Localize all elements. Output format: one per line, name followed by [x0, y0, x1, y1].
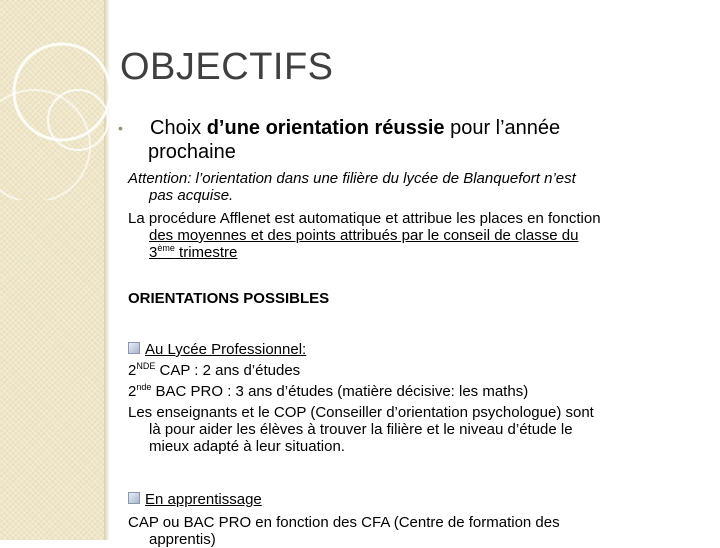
slide-title: OBJECTIFS	[120, 46, 334, 88]
objective-pre: Choix	[150, 117, 207, 139]
lycee-teachers	[128, 404, 708, 455]
decorative-sidebar	[0, 0, 108, 540]
procedure-line2: des moyennes et des points attribués par le conseil de classe du	[149, 227, 579, 244]
bac-num: 2	[128, 383, 137, 400]
attention-note	[128, 170, 708, 204]
checkbox-bullet-icon	[128, 342, 140, 354]
objective-text	[150, 116, 690, 140]
lycee-bac-line	[128, 381, 708, 402]
teachers-line2: là pour aider les élèves à trouver la filière et le niveau d’étude le	[149, 421, 573, 438]
apprentissage-section	[128, 489, 708, 548]
cap-sup: NDE	[136, 361, 156, 371]
objective-post: pour l’année	[444, 117, 561, 139]
cap-num: 2	[128, 362, 137, 379]
bac-rest: BAC PRO : 3 ans d’études (matière décisive: les maths)	[151, 383, 529, 400]
apprentissage-line1: CAP ou BAC PRO en fonction des CFA (Centre de formation des	[128, 514, 560, 531]
objective-bold: d’une orientation réussie	[206, 117, 445, 139]
sidebar-shadow	[104, 0, 110, 540]
procedure-line1: La procédure Afflenet est automatique et attribue les places en fonction	[128, 210, 601, 227]
teachers-line1: Les enseignants et le COP (Conseiller d’orientation psychologue) sont	[128, 404, 594, 421]
objective-line2: prochaine	[148, 141, 236, 163]
apprentissage-heading-row	[128, 489, 708, 510]
procedure-trimester-sup: ème	[157, 243, 175, 253]
apprentissage-heading: En apprentissage	[145, 491, 262, 508]
lycee-section	[128, 339, 708, 455]
lycee-heading-row	[128, 339, 708, 360]
teachers-line3: mieux adapté à leur situation.	[149, 438, 345, 455]
lycee-heading: Au Lycée Professionnel:	[145, 341, 307, 358]
lycee-cap-line	[128, 360, 708, 381]
orientations-heading: ORIENTATIONS POSSIBLES	[128, 290, 330, 307]
apprentissage-text	[128, 514, 708, 548]
cap-rest: CAP : 2 ans d’études	[155, 362, 301, 379]
procedure-line3	[128, 244, 708, 261]
checkbox-bullet-icon	[128, 492, 140, 504]
procedure-trimester-num: 3	[149, 244, 158, 261]
attention-line2: pas acquise.	[149, 187, 234, 204]
apprentissage-line2: apprentis)	[149, 531, 216, 548]
bullet-dot-icon: •	[118, 120, 123, 136]
procedure-trimester-rest: trimestre	[174, 244, 238, 261]
bac-sup: nde	[136, 382, 152, 392]
procedure-note	[128, 210, 708, 261]
attention-line1: Attention: l’orientation dans une filière du lycée de Blanquefort n’est	[128, 170, 576, 187]
